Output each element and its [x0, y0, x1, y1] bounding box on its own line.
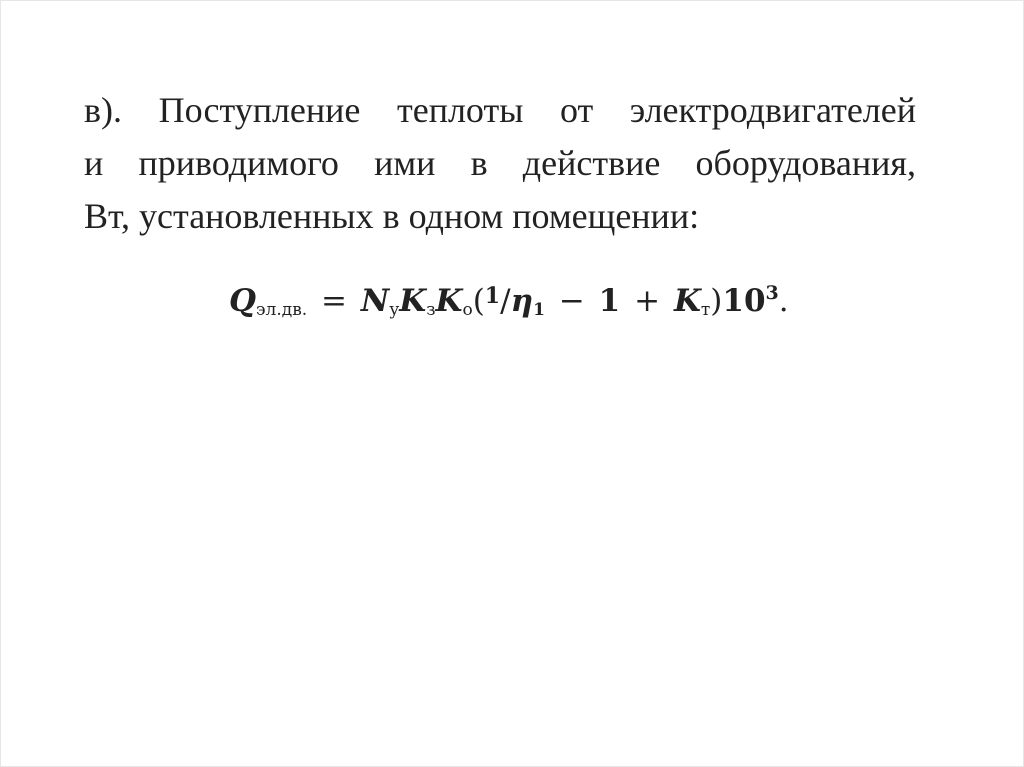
formula-eta-symbol: η: [510, 283, 534, 319]
paragraph-line-3: Вт, установленных в одном помещении:: [84, 196, 700, 236]
paragraph-line-2: и приводимого ими в действие оборудования,: [84, 143, 916, 183]
formula-minus: −: [558, 283, 585, 319]
heat-gain-formula: [229, 281, 789, 321]
formula-equals: =: [321, 283, 348, 319]
heat-gain-description: [84, 84, 916, 243]
formula-k-simultaneity-symbol: K: [435, 283, 463, 319]
formula-plus: +: [634, 283, 661, 319]
formula-exponent: 3: [765, 282, 779, 304]
formula-k-t-subscript: т: [700, 300, 711, 320]
formula-close-paren: ): [710, 283, 723, 319]
formula-eta-subscript: 1: [533, 300, 545, 320]
formula-n-subscript: у: [389, 300, 400, 320]
formula-n-symbol: N: [360, 283, 390, 319]
formula-fraction-numerator: 1: [484, 283, 501, 309]
formula-k-load-subscript: з: [426, 300, 436, 320]
formula-open-paren: (: [472, 283, 485, 319]
formula-k-t-symbol: K: [673, 283, 701, 319]
formula-one: 1: [598, 283, 621, 319]
paragraph-line-1: в). Поступление теплоты от электродвигателей: [84, 90, 916, 130]
formula-k-simultaneity-subscript: о: [462, 300, 473, 320]
formula-q-subscript: эл.дв.: [256, 300, 308, 320]
formula-period: .: [778, 283, 789, 319]
formula-k-load-symbol: K: [399, 283, 427, 319]
formula-fraction-slash: /: [500, 283, 511, 319]
formula-base: 10: [722, 283, 766, 319]
formula-q-symbol: Q: [229, 283, 257, 319]
